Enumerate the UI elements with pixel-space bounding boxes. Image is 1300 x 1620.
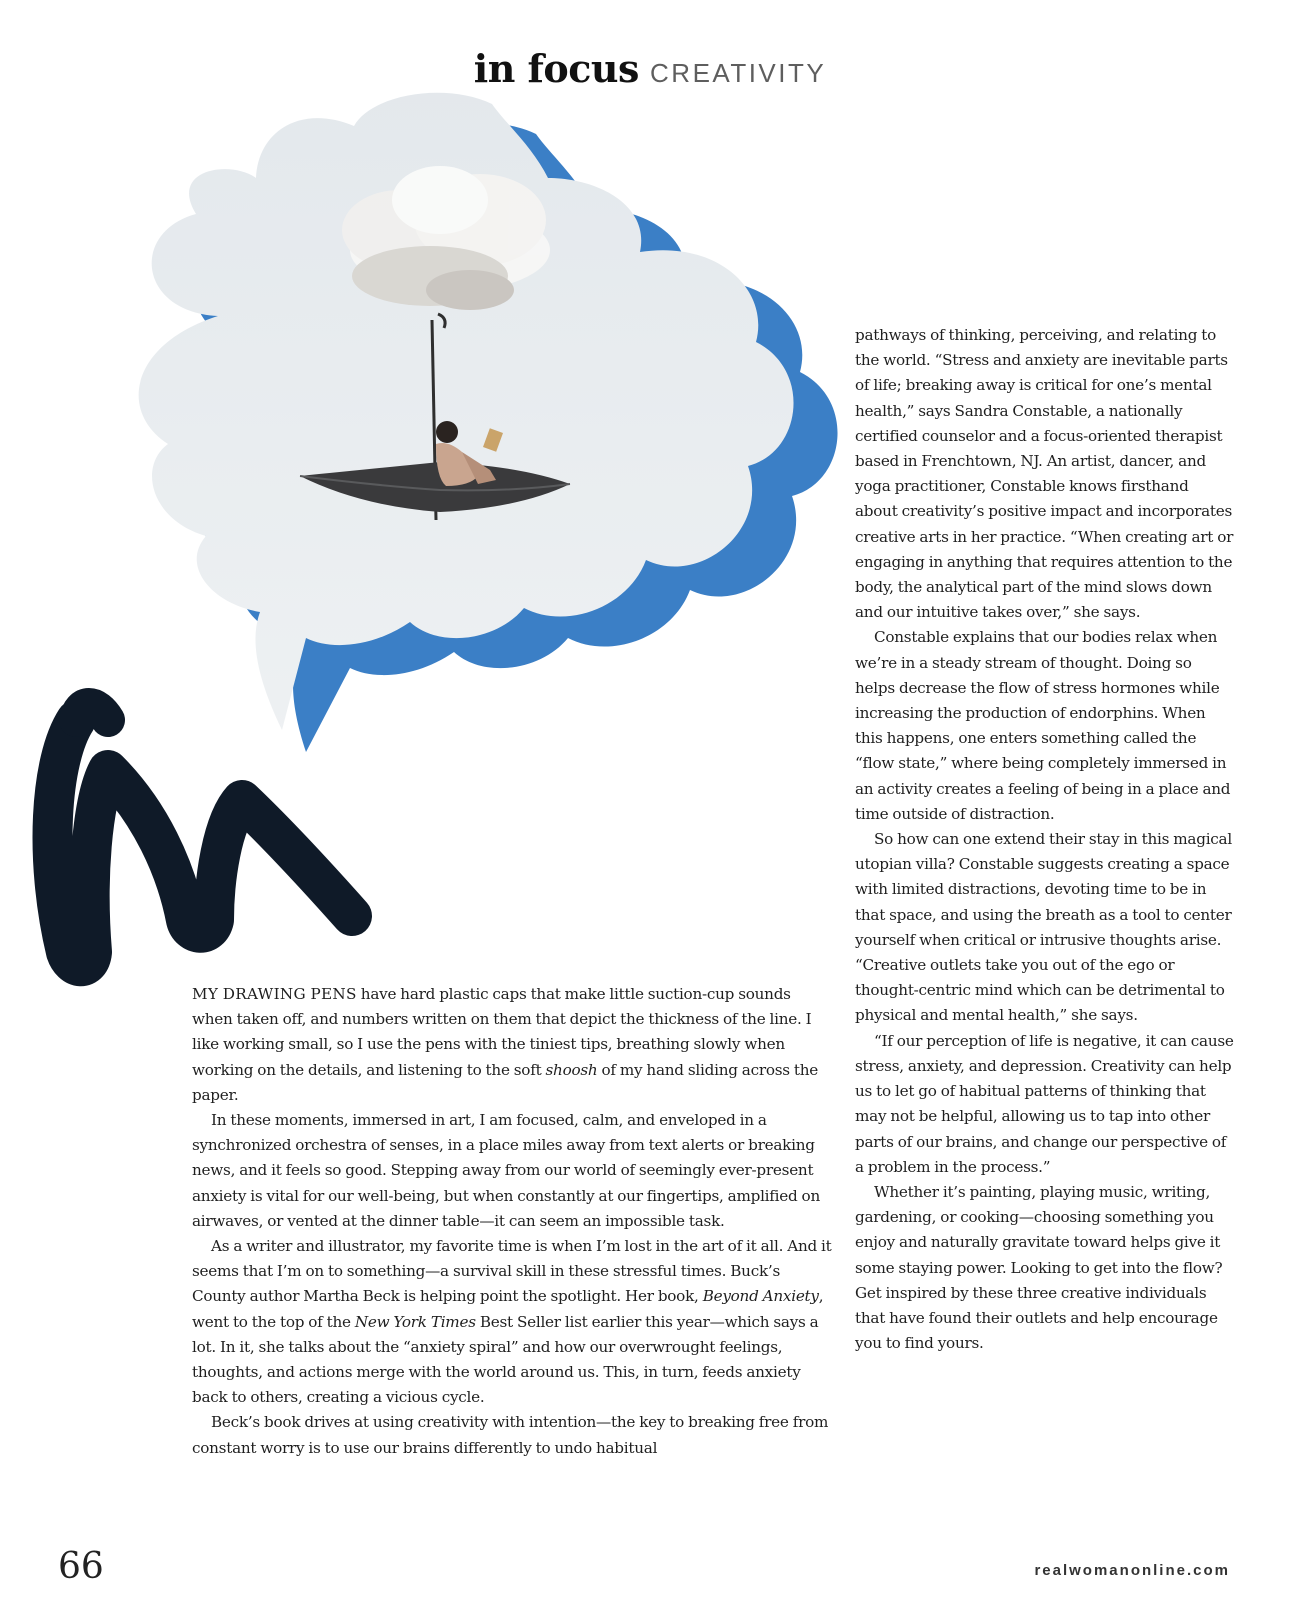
page-number: 66	[58, 1546, 104, 1587]
website-url[interactable]: realwomanonline.com	[1034, 1562, 1230, 1579]
section-title: CREATIVITY	[650, 58, 827, 88]
paragraph: So how can one extend their stay in this magical utopian villa? Constable suggests creating a space with limited distractions, devoting time to be in that space, and using the breath as a tool to center yourself when critical or intrusive thoughts arise. “Creative outlets take you out of the ego or thought-centric mind which can be detrimental to physical and mental health,” she says.	[855, 830, 1232, 1025]
paragraph: As a writer and illustrator, my favorite time is when I’m lost in the art of it all. And it seems that I’m on to something—a survival skill in these stressful times. Buck’s County author Martha Beck is helping point the spotlight. Her book, Beyond Anxiety, went to the top of the New York Times Best Seller list earlier this year—which says a lot. In it, she talks about the “anxiety spiral” and how our overwrought feelings, thoughts, and actions merge with the world around us. This, in turn, feeds anxiety back to others, creating a vicious cycle.	[192, 1237, 832, 1407]
paragraph: “If our perception of life is negative, it can cause stress, anxiety, and depression. Creativity can help us to let go of habitual patterns of thinking that may not be helpful, allowing us to tap into other parts of our brains, and change our perspective of a problem in the process.”	[855, 1031, 1234, 1176]
book-title: Beyond Anxiety	[702, 1287, 819, 1306]
magazine-section-brand: in focus	[473, 46, 639, 91]
article-column-right	[855, 323, 1235, 1356]
lead-in: MY DRAWING PENS	[192, 985, 357, 1003]
paragraph: pathways of thinking, perceiving, and relating to the world. “Stress and anxiety are inevitable parts of life; breaking away is critical for one’s mental health,” says Sandra Constable, a nationally certified counselor and a focus-oriented therapist based in Frenchtown, NJ. An artist, dancer, and yoga practitioner, Constable knows firsthand about creativity’s positive impact and incorporates creative arts in her practice. “When creating art or engaging in anything that requires attention to the body, the analytical part of the mind slows down and our intuitive takes over,” she says.	[855, 326, 1234, 622]
paragraph: In these moments, immersed in art, I am focused, calm, and enveloped in a synchronized orchestra of senses, in a place miles away from text alerts or breaking news, and it feels so good. Stepping away from our world of seemingly ever-present anxiety is vital for our well-being, but when constantly at our fingertips, amplified on airwaves, or vented at the dinner table—it can seem an impossible task.	[192, 1111, 820, 1230]
paragraph: Beck’s book drives at using creativity with intention—the key to breaking free from constant worry is to use our brains differently to undo habitual	[192, 1413, 829, 1457]
article-column-left	[192, 982, 832, 1461]
paragraph: MY DRAWING PENS have hard plastic caps that make little suction-cup sounds when taken off, and numbers written on them that depict the thickness of the line. I like working small, so I use the pens with the tiniest tips, breathing slowly when working on the details, and listening to the soft shoosh of my hand sliding across the paper.	[192, 985, 819, 1104]
paragraph: Constable explains that our bodies relax when we’re in a steady stream of thought. Doing so helps decrease the flow of stress hormones while increasing the production of endorphins. When this happens, one enters something called the “flow state,” where being completely immersed in an activity creates a feeling of being in a place and time outside of distraction.	[855, 628, 1231, 823]
publication-name: New York Times	[354, 1312, 476, 1331]
paragraph: Whether it’s painting, playing music, writing, gardening, or cooking—choosing something you enjoy and naturally gravitate toward helps give it some staying power. Looking to get into the flow? Get inspired by these three creative individuals that have found their outlets and help encourage you to find yours.	[855, 1182, 1223, 1353]
emphasis: shoosh	[545, 1060, 598, 1079]
